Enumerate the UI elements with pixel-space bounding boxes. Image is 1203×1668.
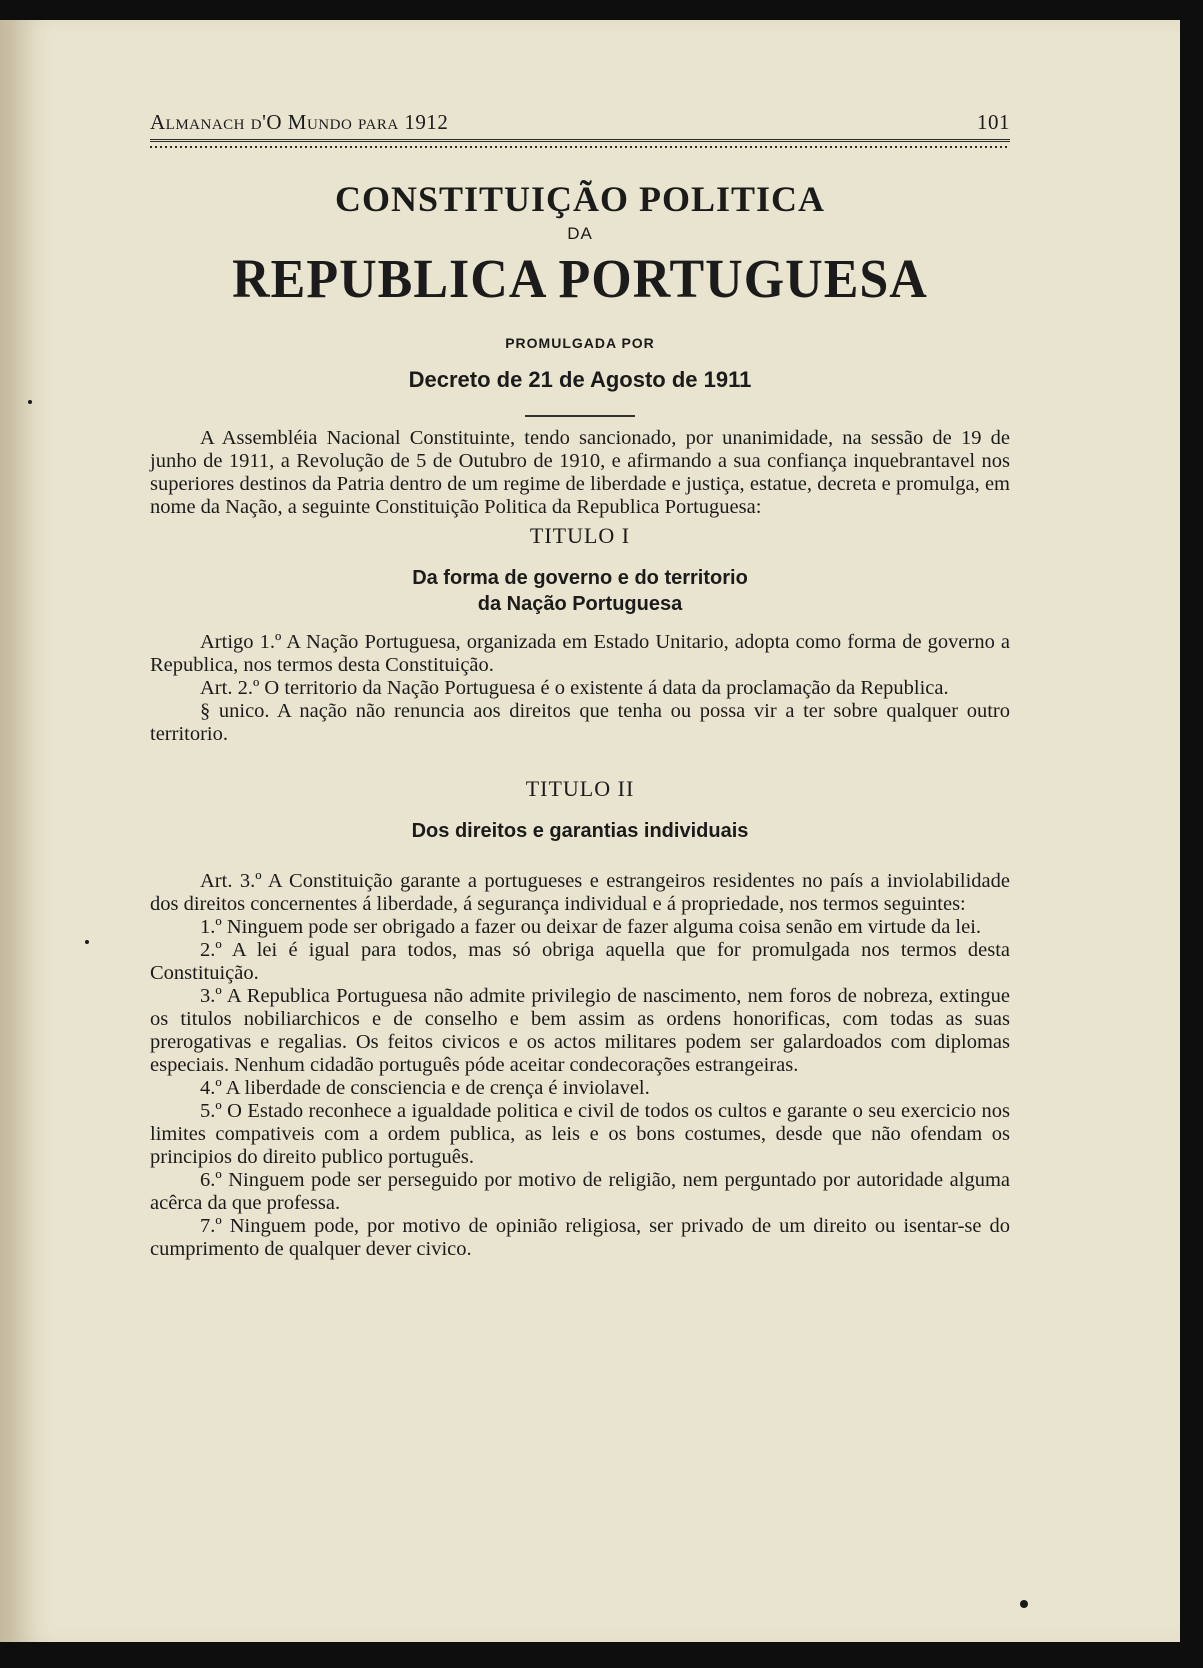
article-2: Art. 2.º O territorio da Nação Portuguesa é o existente á data da proclamação da Republica. <box>200 677 949 699</box>
article-3-item-1: 1.º Ninguem pode ser obrigado a fazer ou deixar de fazer alguma coisa senão em virtude da lei. <box>200 916 982 938</box>
titulo-1-label: TITULO I <box>529 523 631 548</box>
ink-speck <box>1020 1600 1028 1608</box>
ink-speck <box>28 400 32 404</box>
page-number: 101 <box>977 110 1010 134</box>
article-3-item-4: 4.º A liberdade de consciencia e de crença é inviolavel. <box>200 1077 650 1099</box>
document-page <box>0 20 1180 1642</box>
article-1: Artigo 1.º A Nação Portuguesa, organizada em Estado Unitario, adopta como forma de governo a Republica, nos termos desta Constituição. <box>150 631 1010 676</box>
running-header <box>150 110 1010 135</box>
ink-speck <box>85 940 89 944</box>
article-3: Art. 3.º A Constituição garante a portugueses e estrangeiros residentes no país a inviolabilidade dos direitos concernentes á liberdade, á segurança individual e á propriedade, nos termos seguintes: <box>150 870 1010 915</box>
article-3-item-6: 6.º Ninguem pode ser perseguido por motivo de religião, nem perguntado por autoridade alguma acêrca da que professa. <box>150 1169 1010 1214</box>
titulo-1-heading-line1: Da forma de governo e do territorio <box>412 567 748 589</box>
document-title-line2: DA <box>567 224 593 243</box>
article-3-item-7: 7.º Ninguem pode, por motivo de opinião religiosa, ser privado de um direito ou isentar-se do cumprimento de qualquer dever civico. <box>150 1215 1010 1260</box>
document-title-line1: CONSTITUIÇÃO POLITICA <box>334 179 826 219</box>
header-rule <box>150 139 1010 148</box>
article-3-item-2: 2.º A lei é igual para todos, mas só obriga aquella que for promulgada nos termos desta Constituição. <box>150 939 1010 984</box>
article-2-paragrafo-unico: § unico. A nação não renuncia aos direitos que tenha ou possa vir a ter sobre qualquer outro territorio. <box>150 700 1010 745</box>
spacer <box>150 746 1010 772</box>
title-rule <box>525 415 635 417</box>
article-3-item-5: 5.º O Estado reconhece a igualdade politica e civil de todos os cultos e garante o seu exercicio nos limites compativeis com a ordem publica, as leis e os bons costumes, desde que não ofendam os principios do direito publico português. <box>150 1100 1010 1168</box>
preamble: A Assembléia Nacional Constituinte, tendo sancionado, por unanimidade, na sessão de 19 de junho de 1911, a Revolução de 5 de Outubro de 1910, e afirmando a sua confiança inquebrantavel nos superiores destinos da Patria dentro de um regime de liberdade e justiça, estatue, decreta e promulga, em nome da Nação, a seguinte Constituição Politica da Republica Portuguesa: <box>150 427 1010 518</box>
promulgada-label: PROMULGADA POR <box>505 335 655 351</box>
titulo-2-label: TITULO II <box>525 776 635 801</box>
titulo-1-heading <box>150 565 1010 617</box>
titulo-1-heading-line2: da Nação Portuguesa <box>477 593 683 615</box>
decreto-line: Decreto de 21 de Agosto de 1911 <box>408 367 752 392</box>
page-content <box>150 110 1010 1261</box>
article-3-item-3: 3.º A Republica Portuguesa não admite privilegio de nascimento, nem foros de nobreza, extingue os titulos nobiliarchicos e de conselho e bem assim as ordens honorificas, com todas as suas prerogativas e regalias. Os feitos civicos e os actos militares podem ser galardoados com diplomas especiais. Nenhum cidadão português póde aceitar condecorações estrangeiras. <box>150 985 1010 1076</box>
spacer <box>150 617 1010 631</box>
titulo-2-heading: Dos direitos e garantias individuais <box>411 820 749 842</box>
spacer <box>150 844 1010 870</box>
running-title: Almanach d'O Mundo para 1912 <box>150 110 449 134</box>
document-title-line3: REPUBLICA PORTUGUESA <box>232 249 928 310</box>
